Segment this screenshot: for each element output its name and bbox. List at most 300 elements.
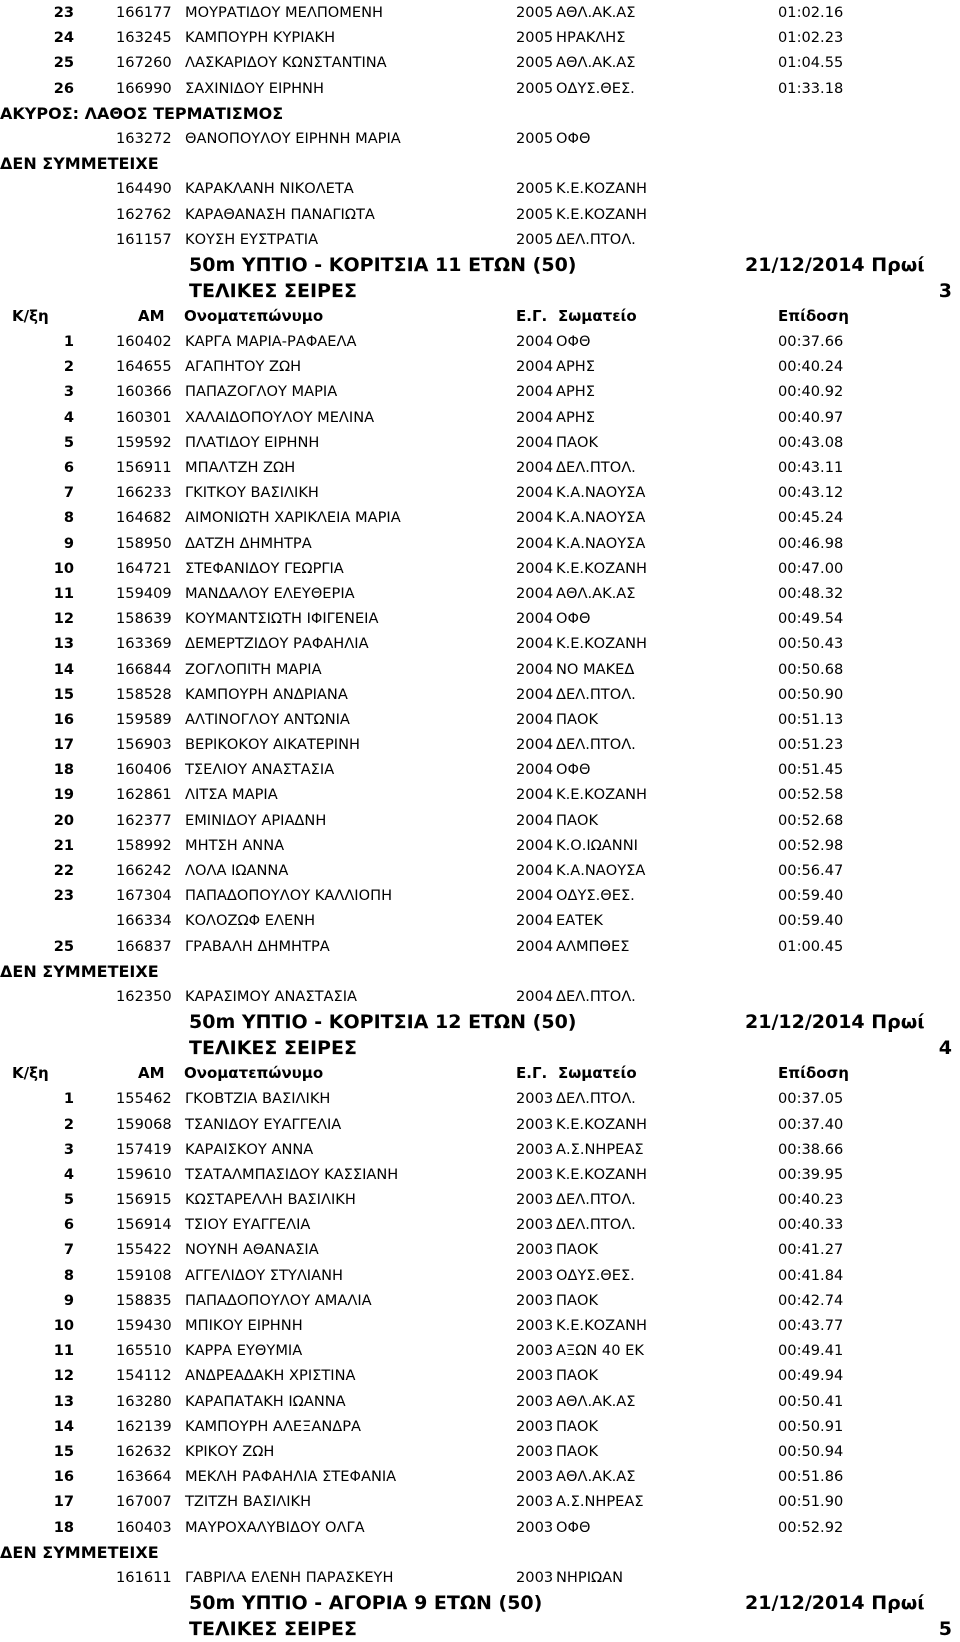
rank-cell: 16 (53, 710, 74, 728)
club-cell: Κ.Ε.ΚΟΖΑΝΗ (556, 559, 647, 577)
name-cell: ΜΑΝΔΑΛΟΥ ΕΛΕΥΘΕΡΙΑ (185, 584, 355, 602)
am-cell: 164490 (116, 180, 172, 198)
result-row (0, 1489, 960, 1514)
result-row (0, 227, 960, 252)
rank-cell: 12 (53, 610, 74, 628)
birth-year-cell: 2003 (516, 1115, 554, 1133)
result-row (0, 1237, 960, 1262)
event-number: 4 (938, 1037, 952, 1060)
am-cell: 159108 (116, 1266, 172, 1284)
result-row (0, 707, 960, 732)
am-cell: 156914 (116, 1216, 172, 1234)
am-cell: 164721 (116, 559, 172, 577)
club-cell: ΑΘΛ.ΑΚ.ΑΣ (556, 1392, 636, 1410)
performance-cell: 00:40.33 (778, 1216, 844, 1234)
event-subtitle (0, 1616, 960, 1642)
performance-cell: 00:37.66 (778, 333, 844, 351)
event-name: 50m ΥΠΤΙΟ - ΚΟΡΙΤΣΙΑ 12 ΕΤΩΝ (50) (189, 1011, 577, 1034)
birth-year-cell: 2003 (516, 1342, 554, 1360)
event-date: 21/12/2014 Πρωί (745, 253, 925, 276)
performance-cell: 00:43.77 (778, 1317, 844, 1334)
performance-cell: 00:50.41 (778, 1392, 844, 1410)
birth-year-cell: 2003 (516, 1191, 554, 1209)
performance-cell: 00:56.47 (778, 862, 844, 879)
performance-cell: 00:43.08 (778, 433, 844, 451)
club-cell: ΔΕΛ.ΠΤΟΛ. (556, 459, 636, 476)
header-name: Ονοματεπώνυμο (184, 1064, 324, 1083)
performance-cell: 00:43.12 (778, 484, 844, 502)
result-row (0, 1137, 960, 1162)
result-row (0, 1565, 960, 1590)
rank-cell: 1 (63, 333, 74, 351)
club-cell: ΠΑΟΚ (556, 1417, 599, 1435)
rank-cell: 17 (53, 736, 74, 754)
rank-cell: 7 (63, 484, 74, 502)
performance-cell: 00:49.94 (778, 1367, 844, 1385)
result-row (0, 682, 960, 707)
birth-year-cell: 2004 (516, 408, 554, 426)
result-row (0, 1389, 960, 1414)
am-cell: 158639 (116, 610, 172, 628)
club-cell: ΑΡΗΣ (556, 408, 595, 426)
birth-year-cell: 2004 (516, 509, 554, 527)
am-cell: 166242 (116, 862, 172, 879)
event-name: 50m ΥΠΤΙΟ - ΚΟΡΙΤΣΙΑ 11 ΕΤΩΝ (50) (189, 253, 577, 276)
am-cell: 167007 (116, 1493, 172, 1511)
am-cell: 160301 (116, 408, 172, 426)
rank-cell: 6 (63, 1216, 74, 1234)
result-row (0, 1162, 960, 1187)
name-cell: ΚΟΛΟΖΩΦ ΕΛΕΝΗ (185, 912, 316, 930)
am-cell: 166177 (116, 4, 172, 21)
rank-cell: 13 (53, 635, 74, 653)
birth-year-cell: 2004 (516, 937, 554, 955)
name-cell: ΚΑΡΑΠΑΤΑΚΗ ΙΩΑΝΝΑ (185, 1392, 346, 1410)
birth-year-cell: 2003 (516, 1241, 554, 1259)
am-cell: 155462 (116, 1090, 172, 1108)
result-row (0, 480, 960, 505)
rank-cell: 18 (53, 1518, 74, 1536)
performance-cell: 00:51.90 (778, 1493, 844, 1511)
rank-cell: 15 (53, 685, 74, 703)
birth-year-cell: 2004 (516, 584, 554, 602)
birth-year-cell: 2005 (516, 29, 554, 47)
club-cell: ΑΘΛ.ΑΚ.ΑΣ (556, 1468, 636, 1486)
result-row (0, 984, 960, 1009)
birth-year-cell: 2004 (516, 811, 554, 829)
result-row (0, 782, 960, 807)
rank-cell: 14 (53, 660, 74, 678)
result-row (0, 657, 960, 682)
rank-cell: 17 (53, 1493, 74, 1511)
result-row (0, 505, 960, 530)
name-cell: ΝΟΥΝΗ ΑΘΑΝΑΣΙΑ (185, 1241, 319, 1259)
result-row (0, 833, 960, 858)
am-cell: 156911 (116, 459, 172, 476)
am-cell: 161611 (116, 1568, 172, 1586)
heat-label: ΤΕΛΙΚΕΣ ΣΕΙΡΕΣ (189, 1618, 357, 1641)
club-cell: Κ.Ε.ΚΟΖΑΝΗ (556, 635, 647, 653)
header-am: ΑΜ (138, 1064, 165, 1083)
name-cell: ΠΑΠΑΖΟΓΛΟΥ ΜΑΡΙΑ (185, 383, 338, 401)
am-cell: 166233 (116, 484, 172, 502)
performance-cell: 00:52.92 (778, 1518, 844, 1536)
name-cell: ΣΤΕΦΑΝΙΔΟΥ ΓΕΩΡΓΙΑ (185, 559, 344, 577)
section-heading: ΑΚΥΡΟΣ: ΛΑΘΟΣ ΤΕΡΜΑΤΙΣΜΟΣ (0, 103, 284, 123)
rank-cell: 22 (53, 862, 74, 879)
birth-year-cell: 2003 (516, 1568, 554, 1586)
event-title (0, 252, 960, 278)
name-cell: ΔΕΜΕΡΤΖΙΔΟΥ ΡΑΦΑΗΛΙΑ (185, 635, 369, 653)
result-row (0, 25, 960, 50)
birth-year-cell: 2003 (516, 1367, 554, 1385)
header-club: Σωματείο (558, 306, 637, 325)
rank-cell: 21 (53, 836, 74, 854)
result-row (0, 1313, 960, 1338)
result-row (0, 1363, 960, 1388)
result-row (0, 1112, 960, 1137)
club-cell: Κ.Ε.ΚΟΖΑΝΗ (556, 180, 647, 198)
name-cell: ΚΑΡΡΑ ΕΥΘΥΜΙΑ (185, 1342, 303, 1360)
birth-year-cell: 2004 (516, 786, 554, 804)
am-cell: 163280 (116, 1392, 172, 1410)
rank-cell: 4 (63, 1165, 74, 1183)
club-cell: ΑΡΗΣ (556, 358, 595, 376)
name-cell: ΠΑΠΑΔΟΠΟΥΛΟΥ ΑΜΑΛΙΑ (185, 1291, 372, 1309)
am-cell: 158835 (116, 1291, 172, 1309)
performance-cell: 00:50.68 (778, 660, 844, 678)
birth-year-cell: 2004 (516, 358, 554, 376)
birth-year-cell: 2004 (516, 761, 554, 779)
birth-year-cell: 2004 (516, 887, 554, 905)
name-cell: ΕΜΙΝΙΔΟΥ ΑΡΙΑΔΝΗ (185, 811, 327, 829)
name-cell: ΜΕΚΛΗ ΡΑΦΑΗΛΙΑ ΣΤΕΦΑΝΙΑ (185, 1468, 397, 1486)
club-cell: ΔΕΛ.ΠΤΟΛ. (556, 1191, 636, 1209)
club-cell: ΟΦΘ (556, 1518, 591, 1536)
club-cell: ΑΘΛ.ΑΚ.ΑΣ (556, 4, 636, 21)
am-cell: 160402 (116, 333, 172, 351)
am-cell: 162632 (116, 1442, 172, 1460)
name-cell: ΚΟΥΜΑΝΤΣΙΩΤΗ ΙΦΙΓΕΝΕΙΑ (185, 610, 379, 628)
club-cell: ΠΑΟΚ (556, 1291, 599, 1309)
result-row (0, 1414, 960, 1439)
birth-year-cell: 2003 (516, 1140, 554, 1158)
club-cell: ΕΑΤΕΚ (556, 912, 603, 930)
club-cell: ΠΑΟΚ (556, 1442, 599, 1460)
club-cell: Κ.Α.ΝΑΟΥΣΑ (556, 484, 646, 502)
am-cell: 162377 (116, 811, 172, 829)
rank-cell: 12 (53, 1367, 74, 1385)
name-cell: ΑΝΔΡΕΑΔΑΚΗ ΧΡΙΣΤΙΝΑ (185, 1367, 356, 1385)
name-cell: ΓΡΑΒΑΛΗ ΔΗΜΗΤΡΑ (185, 937, 330, 955)
name-cell: ΛΑΣΚΑΡΙΔΟΥ ΚΩΝΣΤΑΝΤΙΝΑ (185, 54, 387, 72)
performance-cell: 00:51.45 (778, 761, 844, 779)
name-cell: ΚΑΡΑΣΙΜΟΥ ΑΝΑΣΤΑΣΙΑ (185, 987, 358, 1005)
name-cell: ΑΙΜΟΝΙΩΤΗ ΧΑΡΙΚΛΕΙΑ ΜΑΡΙΑ (185, 509, 401, 527)
performance-cell: 00:50.91 (778, 1417, 844, 1435)
rank-cell: 25 (53, 937, 74, 955)
result-row (0, 76, 960, 101)
club-cell: ΗΡΑΚΛΗΣ (556, 29, 626, 47)
performance-cell: 00:59.40 (778, 912, 844, 930)
rank-cell: 23 (53, 887, 74, 905)
am-cell: 160366 (116, 383, 172, 401)
performance-cell: 00:49.54 (778, 610, 844, 628)
section-heading: ΔΕΝ ΣΥΜΜΕΤΕΙΧΕ (0, 154, 159, 174)
header-performance: Επίδοση (778, 306, 849, 325)
result-row (0, 934, 960, 959)
club-cell: Κ.Ε.ΚΟΖΑΝΗ (556, 1115, 647, 1133)
birth-year-cell: 2005 (516, 54, 554, 72)
club-cell: Κ.Α.ΝΑΟΥΣΑ (556, 534, 646, 552)
name-cell: ΣΑΧΙΝΙΔΟΥ ΕΙΡΗΝΗ (185, 79, 324, 97)
birth-year-cell: 2004 (516, 836, 554, 854)
club-cell: ΔΕΛ.ΠΤΟΛ. (556, 736, 636, 754)
result-row (0, 1187, 960, 1212)
birth-year-cell: 2004 (516, 484, 554, 502)
club-cell: Κ.Α.ΝΑΟΥΣΑ (556, 509, 646, 527)
performance-cell: 00:52.68 (778, 811, 844, 829)
result-row (0, 908, 960, 933)
performance-cell: 01:33.18 (778, 79, 844, 97)
header-birth-year: Ε.Γ. (516, 1064, 548, 1083)
am-cell: 167260 (116, 54, 172, 72)
am-cell: 159610 (116, 1165, 172, 1183)
performance-cell: 00:59.40 (778, 887, 844, 905)
am-cell: 158528 (116, 685, 172, 703)
name-cell: ΚΑΜΠΟΥΡΗ ΑΝΔΡΙΑΝΑ (185, 685, 348, 703)
am-cell: 159430 (116, 1317, 172, 1334)
club-cell: Α.Σ.ΝΗΡΕΑΣ (556, 1493, 644, 1511)
performance-cell: 00:37.05 (778, 1090, 844, 1108)
birth-year-cell: 2003 (516, 1417, 554, 1435)
birth-year-cell: 2003 (516, 1165, 554, 1183)
am-cell: 167304 (116, 887, 172, 905)
birth-year-cell: 2004 (516, 610, 554, 628)
name-cell: ΤΖΙΤΖΗ ΒΑΣΙΛΙΚΗ (185, 1493, 312, 1511)
event-subtitle (0, 1035, 960, 1061)
table-header (0, 1061, 960, 1086)
birth-year-cell: 2004 (516, 862, 554, 879)
performance-cell: 01:04.55 (778, 54, 844, 72)
birth-year-cell: 2004 (516, 333, 554, 351)
name-cell: ΚΡΙΚΟΥ ΖΩΗ (185, 1442, 275, 1460)
birth-year-cell: 2003 (516, 1392, 554, 1410)
performance-cell: 00:50.94 (778, 1442, 844, 1460)
result-row (0, 606, 960, 631)
birth-year-cell: 2004 (516, 660, 554, 678)
rank-cell: 1 (63, 1090, 74, 1108)
name-cell: ΛΙΤΣΑ ΜΑΡΙΑ (185, 786, 278, 804)
section-heading: ΔΕΝ ΣΥΜΜΕΤΕΙΧΕ (0, 961, 159, 981)
club-cell: ΝΗΡΙΩΑΝ (556, 1568, 624, 1586)
birth-year-cell: 2004 (516, 433, 554, 451)
club-cell: Κ.Ε.ΚΟΖΑΝΗ (556, 205, 647, 223)
birth-year-cell: 2005 (516, 129, 554, 147)
name-cell: ΔΑΤΖΗ ΔΗΜΗΤΡΑ (185, 534, 312, 552)
am-cell: 157419 (116, 1140, 172, 1158)
am-cell: 158992 (116, 836, 172, 854)
name-cell: ΒΕΡΙΚΟΚΟΥ ΑΙΚΑΤΕΡΙΝΗ (185, 736, 360, 754)
rank-cell: 4 (63, 408, 74, 426)
birth-year-cell: 2005 (516, 4, 554, 21)
result-row (0, 0, 960, 25)
event-number: 5 (938, 1618, 952, 1641)
event-date: 21/12/2014 Πρωί (745, 1592, 925, 1615)
am-cell: 156903 (116, 736, 172, 754)
birth-year-cell: 2005 (516, 230, 554, 248)
performance-cell: 00:51.23 (778, 736, 844, 754)
result-row (0, 1086, 960, 1111)
name-cell: ΚΩΣΤΑΡΕΛΛΗ ΒΑΣΙΛΙΚΗ (185, 1191, 356, 1209)
result-row (0, 176, 960, 201)
am-cell: 161157 (116, 230, 172, 248)
result-row (0, 379, 960, 404)
rank-cell: 24 (53, 29, 74, 47)
name-cell: ΚΑΡΑΘΑΝΑΣΗ ΠΑΝΑΓΙΩΤΑ (185, 205, 375, 223)
am-cell: 163369 (116, 635, 172, 653)
result-row (0, 329, 960, 354)
name-cell: ΘΑΝΟΠΟΥΛΟΥ ΕΙΡΗΝΗ ΜΑΡΙΑ (185, 129, 401, 147)
performance-cell: 00:49.41 (778, 1342, 844, 1360)
result-row (0, 50, 960, 75)
performance-cell: 00:52.98 (778, 836, 844, 854)
name-cell: ΜΑΥΡΟΧΑΛΥΒΙΔΟΥ ΟΛΓΑ (185, 1518, 365, 1536)
name-cell: ΚΟΥΣΗ ΕΥΣΤΡΑΤΙΑ (185, 230, 319, 248)
club-cell: ΟΦΘ (556, 761, 591, 779)
birth-year-cell: 2005 (516, 79, 554, 97)
club-cell: ΟΦΘ (556, 333, 591, 351)
name-cell: ΛΟΛΑ ΙΩΑΝΝΑ (185, 862, 289, 879)
rank-cell: 20 (53, 811, 74, 829)
name-cell: ΚΑΡΓΑ ΜΑΡΙΑ-ΡΑΦΑΕΛΑ (185, 333, 357, 351)
rank-cell: 2 (63, 358, 74, 376)
rank-cell: 14 (53, 1417, 74, 1435)
rank-cell: 11 (53, 1342, 74, 1360)
performance-cell: 00:43.11 (778, 459, 844, 476)
name-cell: ΚΑΜΠΟΥΡΗ ΑΛΕΞΑΝΔΡΑ (185, 1417, 362, 1435)
am-cell: 159589 (116, 710, 172, 728)
header-rank: Κ/ξη (12, 306, 49, 325)
performance-cell: 00:45.24 (778, 509, 844, 527)
club-cell: ΔΕΛ.ΠΤΟΛ. (556, 987, 636, 1005)
am-cell: 159068 (116, 1115, 172, 1133)
club-cell: ΝΟ ΜΑΚΕΔ (556, 660, 635, 678)
club-cell: ΟΔΥΣ.ΘΕΣ. (556, 887, 635, 905)
am-cell: 155422 (116, 1241, 172, 1259)
header-performance: Επίδοση (778, 1064, 849, 1083)
club-cell: ΑΞΩΝ 40 ΕΚ (556, 1342, 644, 1360)
birth-year-cell: 2003 (516, 1291, 554, 1309)
am-cell: 166334 (116, 912, 172, 930)
result-row (0, 1263, 960, 1288)
result-row (0, 556, 960, 581)
rank-cell: 6 (63, 459, 74, 476)
performance-cell: 00:48.32 (778, 584, 844, 602)
performance-cell: 00:46.98 (778, 534, 844, 552)
header-name: Ονοματεπώνυμο (184, 306, 324, 325)
birth-year-cell: 2004 (516, 710, 554, 728)
club-cell: ΠΑΟΚ (556, 433, 599, 451)
result-row (0, 405, 960, 430)
birth-year-cell: 2004 (516, 987, 554, 1005)
performance-cell: 00:50.43 (778, 635, 844, 653)
result-row (0, 1212, 960, 1237)
performance-cell: 00:37.40 (778, 1115, 844, 1133)
birth-year-cell: 2004 (516, 383, 554, 401)
birth-year-cell: 2003 (516, 1216, 554, 1234)
result-row (0, 757, 960, 782)
birth-year-cell: 2003 (516, 1468, 554, 1486)
result-row (0, 883, 960, 908)
birth-year-cell: 2003 (516, 1518, 554, 1536)
section-heading: ΔΕΝ ΣΥΜΜΕΤΕΙΧΕ (0, 1542, 159, 1562)
performance-cell: 00:40.97 (778, 408, 844, 426)
club-cell: ΠΑΟΚ (556, 811, 599, 829)
name-cell: ΧΑΛΑΙΔΟΠΟΥΛΟΥ ΜΕΛΙΝΑ (185, 408, 375, 426)
rank-cell: 19 (53, 786, 74, 804)
result-row (0, 1338, 960, 1363)
birth-year-cell: 2003 (516, 1090, 554, 1108)
club-cell: ΑΘΛ.ΑΚ.ΑΣ (556, 54, 636, 72)
rank-cell: 15 (53, 1442, 74, 1460)
name-cell: ΜΠΙΚΟΥ ΕΙΡΗΝΗ (185, 1317, 303, 1334)
rank-cell: 5 (63, 433, 74, 451)
rank-cell: 3 (63, 383, 74, 401)
club-cell: Κ.Ε.ΚΟΖΑΝΗ (556, 786, 647, 804)
rank-cell: 3 (63, 1140, 74, 1158)
name-cell: ΤΣΙΟΥ ΕΥΑΓΓΕΛΙΑ (185, 1216, 311, 1234)
birth-year-cell: 2004 (516, 559, 554, 577)
rank-cell: 23 (53, 4, 74, 21)
birth-year-cell: 2004 (516, 534, 554, 552)
rank-cell: 9 (63, 534, 74, 552)
name-cell: ΜΟΥΡΑΤΙΔΟΥ ΜΕΛΠΟΜΕΝΗ (185, 4, 383, 21)
club-cell: Α.Σ.ΝΗΡΕΑΣ (556, 1140, 644, 1158)
rank-cell: 8 (63, 1266, 74, 1284)
rank-cell: 26 (53, 79, 74, 97)
performance-cell: 00:40.24 (778, 358, 844, 376)
performance-cell: 00:50.90 (778, 685, 844, 703)
result-row (0, 858, 960, 883)
result-row (0, 1464, 960, 1489)
name-cell: ΠΛΑΤΙΔΟΥ ΕΙΡΗΝΗ (185, 433, 320, 451)
birth-year-cell: 2003 (516, 1442, 554, 1460)
am-cell: 163245 (116, 29, 172, 47)
name-cell: ΑΓΓΕΛΙΔΟΥ ΣΤΥΛΙΑΝΗ (185, 1266, 343, 1284)
result-row (0, 808, 960, 833)
am-cell: 162861 (116, 786, 172, 804)
result-row (0, 430, 960, 455)
event-title (0, 1590, 960, 1616)
club-cell: ΔΕΛ.ΠΤΟΛ. (556, 230, 636, 248)
am-cell: 156915 (116, 1191, 172, 1209)
am-cell: 163272 (116, 129, 172, 147)
name-cell: ΜΠΑΛΤΖΗ ΖΩΗ (185, 459, 296, 476)
name-cell: ΓΚΙΤΚΟΥ ΒΑΣΙΛΙΚΗ (185, 484, 319, 502)
club-cell: Κ.Ε.ΚΟΖΑΝΗ (556, 1317, 647, 1334)
rank-cell: 10 (53, 559, 74, 577)
rank-cell: 16 (53, 1468, 74, 1486)
rank-cell: 5 (63, 1191, 74, 1209)
heat-label: ΤΕΛΙΚΕΣ ΣΕΙΡΕΣ (189, 1037, 357, 1060)
result-row (0, 531, 960, 556)
rank-cell: 8 (63, 509, 74, 527)
header-rank: Κ/ξη (12, 1064, 49, 1083)
birth-year-cell: 2004 (516, 912, 554, 930)
am-cell: 159409 (116, 584, 172, 602)
performance-cell: 00:47.00 (778, 559, 844, 577)
